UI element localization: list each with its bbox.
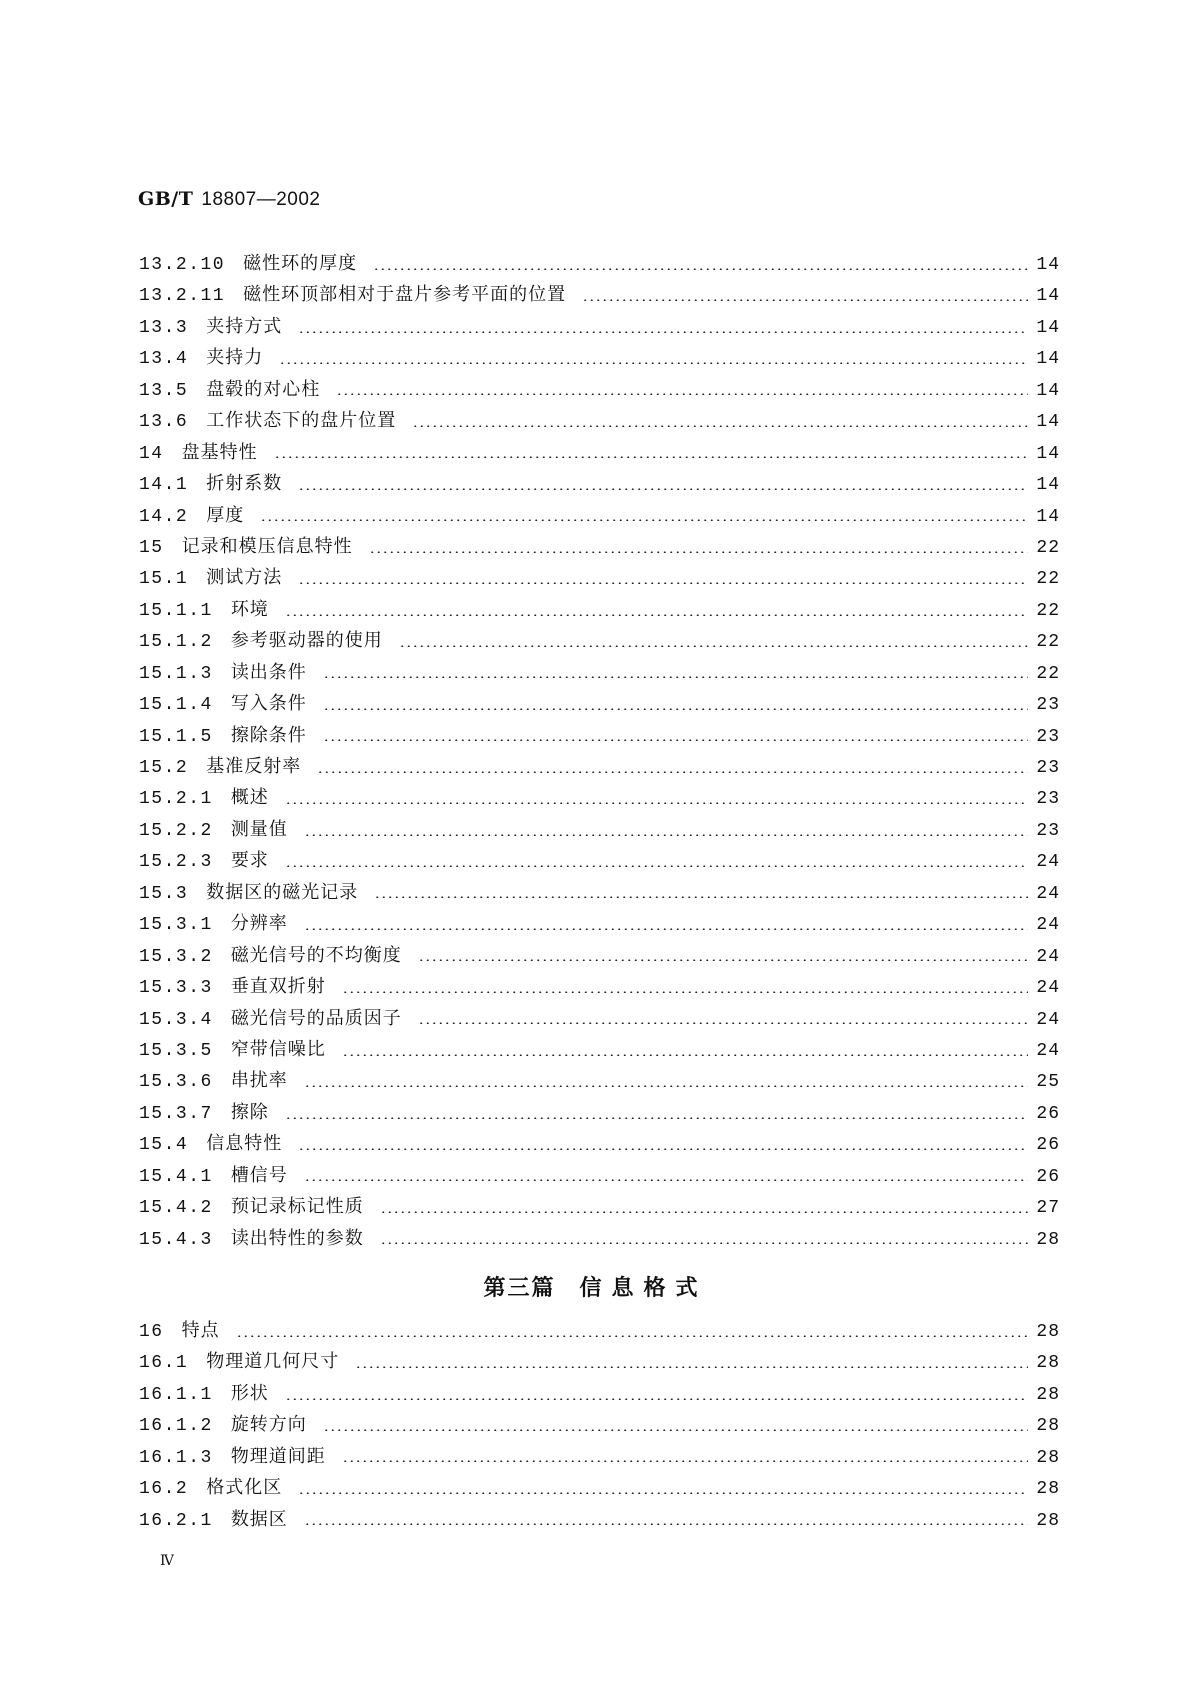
toc-entry-page: 22 — [1036, 537, 1060, 558]
toc-entry[interactable] — [139, 312, 1060, 343]
toc-entry-page: 26 — [1036, 1166, 1060, 1187]
toc-entry[interactable] — [139, 563, 1060, 594]
toc-leader-dots — [279, 362, 1028, 364]
toc-entry-number: 15.4.2 — [139, 1198, 213, 1219]
toc-entry-title: 数据区 — [230, 1508, 288, 1530]
toc-entry-page: 28 — [1036, 1353, 1060, 1374]
toc-entry-page: 14 — [1036, 443, 1060, 464]
toc-entry-number: 15.3 — [139, 883, 189, 904]
toc-entry-number: 15.4.1 — [139, 1166, 213, 1187]
toc-entry-number: 15.3.1 — [139, 915, 213, 936]
page-number: Ⅳ — [160, 1553, 174, 1569]
toc-entry-title: 串扰率 — [230, 1070, 288, 1092]
toc-section-part3 — [139, 1316, 1060, 1536]
toc-entry-title: 特点 — [181, 1320, 220, 1341]
toc-entry-page: 28 — [1036, 1479, 1060, 1500]
toc-entry-number: 15.3.3 — [139, 978, 213, 999]
standard-number: 18807—2002 — [201, 189, 321, 210]
toc-entry-title: 厚度 — [206, 504, 245, 526]
toc-entry-page: 22 — [1036, 663, 1060, 684]
toc-entry-page: 28 — [1036, 1416, 1060, 1437]
toc-entry[interactable] — [139, 280, 1060, 311]
toc-entry[interactable] — [139, 1224, 1060, 1255]
document-header — [138, 188, 320, 211]
toc-entry-number: 13.5 — [139, 380, 189, 401]
toc-entry[interactable] — [139, 1192, 1060, 1223]
toc-entry-title: 擦除条件 — [230, 724, 307, 746]
toc-entry[interactable] — [139, 406, 1060, 437]
toc-entry-title: 旋转方向 — [230, 1414, 307, 1436]
toc-entry-page: 24 — [1036, 1040, 1060, 1061]
toc-leader-dots — [304, 1523, 1028, 1525]
toc-entry[interactable] — [139, 878, 1060, 909]
toc-entry-page: 14 — [1036, 349, 1060, 370]
toc-entry-page: 23 — [1036, 758, 1060, 778]
toc-leader-dots — [285, 865, 1028, 867]
standard-code: GB/T — [138, 188, 194, 210]
toc-entry-page: 14 — [1036, 475, 1060, 496]
toc-entry-title: 分辨率 — [230, 913, 288, 935]
toc-entry-number: 13.2.10 — [139, 255, 226, 275]
toc-entry[interactable] — [139, 783, 1060, 814]
toc-entry-title: 槽信号 — [230, 1164, 288, 1186]
toc-entry-title: 概述 — [230, 787, 269, 809]
toc-entry[interactable] — [139, 532, 1060, 563]
toc-entry[interactable] — [139, 438, 1060, 469]
toc-leader-dots — [236, 1335, 1028, 1337]
toc-entry-title: 环境 — [230, 598, 269, 620]
toc-entry-title: 读出特性的参数 — [230, 1227, 364, 1249]
toc-entry[interactable] — [139, 846, 1060, 877]
toc-entry[interactable] — [139, 1316, 1060, 1347]
toc-entry-title: 记录和模压信息特性 — [181, 535, 353, 557]
toc-entry-page: 14 — [1036, 506, 1060, 527]
toc-entry-number: 13.6 — [139, 412, 189, 433]
toc-entry-number: 15.3.7 — [139, 1103, 213, 1124]
toc-entry[interactable] — [139, 1161, 1060, 1192]
toc-leader-dots — [373, 268, 1028, 270]
toc-entry[interactable] — [139, 1004, 1060, 1035]
toc-entry-title: 形状 — [230, 1382, 269, 1404]
toc-entry-title: 盘毂的对心柱 — [206, 378, 321, 400]
toc-leader-dots — [274, 456, 1028, 458]
toc-leader-dots — [298, 1148, 1028, 1150]
part-label: 第三篇 — [483, 1276, 556, 1301]
toc-entry-number: 15.1.2 — [139, 632, 213, 653]
toc-entry-number: 15 — [139, 537, 164, 558]
toc-entry-title: 物理道间距 — [230, 1445, 326, 1467]
toc-entry-number: 15.2.2 — [139, 820, 213, 841]
toc-entry-page: 24 — [1036, 1009, 1060, 1030]
toc-leader-dots — [369, 551, 1028, 553]
toc-entry-number: 16.1.2 — [139, 1416, 213, 1437]
part-heading — [0, 1271, 1191, 1302]
toc-entry-number: 15.3.6 — [139, 1072, 213, 1093]
toc-entry-title: 参考驱动器的使用 — [230, 630, 383, 652]
toc-entry-title: 读出条件 — [230, 661, 307, 683]
toc-entry[interactable] — [139, 1473, 1060, 1504]
toc-entry-page: 27 — [1036, 1198, 1060, 1219]
toc-entry[interactable] — [139, 972, 1060, 1003]
toc-entry-number: 15.1.4 — [139, 695, 213, 716]
toc-leader-dots — [304, 1085, 1028, 1087]
toc-entry-page: 23 — [1036, 695, 1060, 716]
toc-leader-dots — [285, 802, 1028, 804]
toc-leader-dots — [298, 331, 1028, 333]
toc-entry-number: 14.2 — [139, 506, 189, 527]
toc-entry[interactable] — [139, 1098, 1060, 1129]
toc-entry-number: 15.1.3 — [139, 663, 213, 684]
toc-entry-number: 15.1 — [139, 569, 189, 590]
toc-leader-dots — [260, 519, 1028, 521]
toc-entry[interactable] — [139, 1347, 1060, 1378]
toc-entry-title: 要求 — [230, 850, 269, 872]
toc-entry-page: 28 — [1036, 1322, 1060, 1342]
toc-entry-title: 预记录标记性质 — [230, 1196, 364, 1218]
toc-entry[interactable] — [139, 1410, 1060, 1441]
toc-entry-number: 16.1.1 — [139, 1384, 213, 1405]
toc-entry-page: 23 — [1036, 726, 1060, 747]
toc-entry[interactable] — [139, 1129, 1060, 1160]
toc-leader-dots — [285, 614, 1028, 616]
toc-entry[interactable] — [139, 595, 1060, 626]
toc-leader-dots — [342, 991, 1028, 993]
toc-entry[interactable] — [139, 909, 1060, 940]
toc-leader-dots — [304, 1179, 1028, 1181]
toc-entry[interactable] — [139, 1379, 1060, 1410]
toc-entry-number: 16.1.3 — [139, 1447, 213, 1468]
toc-entry-page: 24 — [1036, 852, 1060, 873]
toc-entry-title: 磁光信号的不均衡度 — [230, 944, 402, 966]
toc-entry-page: 14 — [1036, 412, 1060, 433]
toc-entry-page: 26 — [1036, 1135, 1060, 1156]
toc-entry-number: 13.4 — [139, 349, 189, 370]
toc-entry-number: 14.1 — [139, 475, 189, 496]
toc-leader-dots — [323, 1429, 1028, 1431]
toc-leader-dots — [285, 1117, 1028, 1119]
toc-leader-dots — [304, 928, 1028, 930]
toc-entry[interactable] — [139, 626, 1060, 657]
toc-entry-number: 15.1.1 — [139, 600, 213, 621]
toc-leader-dots — [285, 1398, 1028, 1400]
toc-entry-page: 28 — [1036, 1384, 1060, 1405]
toc-entry[interactable] — [139, 469, 1060, 500]
toc-entry[interactable] — [139, 721, 1060, 752]
toc-entry-title: 磁性环顶部相对于盘片参考平面的位置 — [243, 284, 567, 306]
toc-entry-page: 22 — [1036, 632, 1060, 653]
toc-entry-title: 擦除 — [230, 1101, 269, 1123]
toc-leader-dots — [298, 582, 1028, 584]
toc-entry-title: 夹持方式 — [206, 315, 283, 337]
toc-leader-dots — [298, 488, 1028, 490]
toc-entry-page: 24 — [1036, 946, 1060, 967]
toc-entry-title: 测量值 — [230, 818, 288, 840]
toc-entry[interactable] — [139, 689, 1060, 720]
toc-entry-title: 格式化区 — [206, 1477, 283, 1499]
toc-leader-dots — [323, 739, 1028, 741]
toc-entry-title: 物理道几何尺寸 — [206, 1351, 340, 1373]
toc-entry-title: 信息特性 — [206, 1133, 283, 1155]
toc-leader-dots — [412, 425, 1028, 427]
toc-leader-dots — [582, 299, 1028, 301]
toc-entry-number: 16.1 — [139, 1353, 189, 1374]
toc-entry[interactable] — [139, 941, 1060, 972]
toc-entry-number: 15.3.4 — [139, 1009, 213, 1030]
toc-entry-page: 23 — [1036, 789, 1060, 810]
toc-leader-dots — [304, 834, 1028, 836]
toc-leader-dots — [336, 393, 1028, 395]
toc-entry-title: 写入条件 — [230, 693, 307, 715]
toc-entry-title: 数据区的磁光记录 — [206, 881, 359, 903]
toc-entry-number: 13.2.11 — [139, 286, 226, 307]
toc-entry-number: 15.3.2 — [139, 946, 213, 967]
toc-leader-dots — [418, 959, 1028, 961]
toc-entry[interactable] — [139, 1442, 1060, 1473]
toc-entry-number: 15.2.3 — [139, 852, 213, 873]
toc-entry[interactable] — [139, 815, 1060, 846]
toc-section-part1 — [139, 249, 1060, 1255]
toc-entry[interactable] — [139, 343, 1060, 374]
toc-entry-number: 16.2 — [139, 1479, 189, 1500]
toc-entry-page: 24 — [1036, 978, 1060, 999]
toc-entry-title: 磁光信号的品质因子 — [230, 1007, 402, 1029]
toc-entry-title: 夹持力 — [206, 347, 264, 369]
toc-entry-title: 窄带信噪比 — [230, 1038, 326, 1060]
toc-entry-page: 14 — [1036, 255, 1060, 275]
toc-entry[interactable] — [139, 1066, 1060, 1097]
toc-leader-dots — [298, 1492, 1028, 1494]
toc-entry-page: 25 — [1036, 1072, 1060, 1093]
toc-entry-page: 28 — [1036, 1447, 1060, 1468]
toc-entry-number: 15.4.3 — [139, 1229, 213, 1250]
toc-entry[interactable] — [139, 501, 1060, 532]
toc-entry-page: 26 — [1036, 1103, 1060, 1124]
toc-entry-page: 24 — [1036, 915, 1060, 936]
toc-entry-number: 13.3 — [139, 317, 189, 338]
toc-entry-title: 基准反射率 — [206, 756, 302, 777]
toc-entry-title: 折射系数 — [206, 473, 283, 495]
toc-leader-dots — [380, 1211, 1028, 1213]
toc-entry[interactable] — [139, 375, 1060, 406]
toc-entry-page: 14 — [1036, 380, 1060, 401]
toc-entry-number: 16.2.1 — [139, 1510, 213, 1531]
toc-leader-dots — [323, 708, 1028, 710]
toc-entry-number: 15.2 — [139, 758, 189, 778]
toc-leader-dots — [317, 771, 1028, 773]
toc-entry-number: 14 — [139, 443, 164, 464]
toc-leader-dots — [355, 1366, 1028, 1368]
toc-entry-page: 23 — [1036, 820, 1060, 841]
toc-entry-page: 28 — [1036, 1229, 1060, 1250]
toc-entry-page: 22 — [1036, 600, 1060, 621]
toc-entry-title: 测试方法 — [206, 567, 283, 589]
toc-entry-number: 15.1.5 — [139, 726, 213, 747]
toc-leader-dots — [342, 1460, 1028, 1462]
toc-entry-number: 15.4 — [139, 1135, 189, 1156]
toc-leader-dots — [374, 896, 1028, 898]
toc-entry[interactable] — [139, 658, 1060, 689]
toc-leader-dots — [399, 645, 1028, 647]
toc-entry-title: 工作状态下的盘片位置 — [206, 410, 397, 432]
toc-entry[interactable] — [139, 249, 1060, 280]
toc-leader-dots — [323, 676, 1028, 678]
part-name: 信息格式 — [579, 1276, 708, 1301]
toc-entry[interactable] — [139, 752, 1060, 783]
toc-entry-page: 22 — [1036, 569, 1060, 590]
toc-entry-page: 14 — [1036, 286, 1060, 307]
toc-entry-page: 14 — [1036, 317, 1060, 338]
toc-entry-number: 16 — [139, 1322, 164, 1342]
toc-leader-dots — [418, 1022, 1028, 1024]
toc-entry-page: 24 — [1036, 883, 1060, 904]
toc-leader-dots — [342, 1054, 1028, 1056]
toc-entry-page: 28 — [1036, 1510, 1060, 1531]
toc-leader-dots — [380, 1242, 1028, 1244]
toc-entry[interactable] — [139, 1035, 1060, 1066]
toc-entry-title: 磁性环的厚度 — [243, 253, 358, 274]
toc-entry-title: 盘基特性 — [181, 441, 258, 463]
toc-entry-title: 垂直双折射 — [230, 976, 326, 998]
toc-entry-number: 15.2.1 — [139, 789, 213, 810]
toc-entry[interactable] — [139, 1505, 1060, 1536]
toc-entry-number: 15.3.5 — [139, 1040, 213, 1061]
